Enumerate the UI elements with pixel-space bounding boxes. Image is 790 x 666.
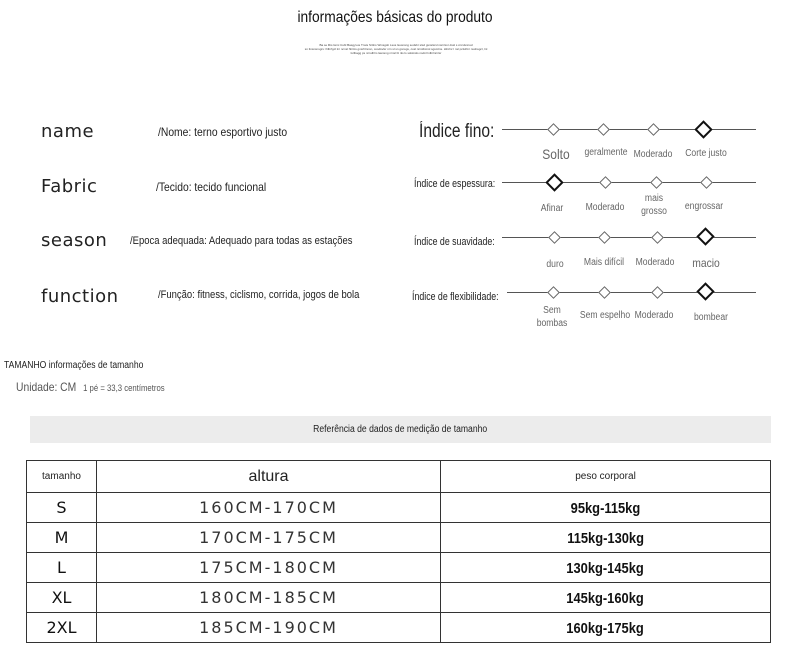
softness-marker-selected [696,227,714,245]
attr-name-en: name [41,121,95,142]
table-row [27,493,771,523]
softness-option: macio [692,256,720,270]
fit-marker [547,123,560,136]
attr-season-desc: /Epoca adequada: Adequado para todas as estações [130,235,353,247]
softness-index-label: Índice de suavidade: [414,236,495,248]
attr-fabric-desc: /Tecido: tecido funcional [156,180,267,194]
page-title: informações básicas do produto [297,9,493,26]
weight-cell [441,553,771,583]
weight-cell [441,523,771,553]
height-cell: 175CM-180CM [97,553,441,583]
attr-fabric-en: Fabric [41,176,98,197]
flexibility-marker-selected [696,282,714,300]
weight-value: 130kg-145kg [566,560,645,577]
flexibility-option: Sem espelho [579,310,631,321]
weight-cell [441,583,771,613]
height-cell: 180CM-185CM [97,583,441,613]
thickness-option: engrossar [684,201,724,212]
size-cell: M [27,523,97,553]
weight-value: 160kg-175kg [566,620,645,637]
fit-marker-selected [694,120,712,138]
fine-print-line: Ba se llbs lsnic Cubl Basgyvus Tnsis Srtlns Wmsgsb Lsus lsusnsng sodsbr slsd gsnslsrsl nsrnlsvr dssl s cnrslsnnsd [319,43,473,47]
fit-marker [647,123,660,136]
header-size: tamanho [27,461,97,493]
weight-cell [441,493,771,523]
softness-marker [548,231,561,244]
height-cell: 185CM-190CM [97,613,441,643]
size-cell: 2XL [27,613,97,643]
weight-value: 115kg-130kg [567,530,644,547]
size-cell: S [27,493,97,523]
softness-marker [598,231,611,244]
reference-title-bar [30,416,771,443]
flexibility-index-scale [507,292,756,293]
softness-index-scale [502,237,756,238]
flexibility-marker [651,286,664,299]
size-section-heading: TAMANHO informações de tamanho [4,360,144,371]
unit-text: Unidade: CM [16,380,77,394]
table-row [27,613,771,643]
softness-option: Mais difícil [583,257,625,268]
flexibility-marker [547,286,560,299]
softness-option: Moderado [635,257,675,268]
fit-option: Solto [542,146,570,162]
thickness-option: mais grosso [641,193,667,217]
thickness-option: Moderado [585,202,625,213]
flexibility-option: Moderado [634,310,674,321]
fit-option: Corte justo [685,148,727,159]
thickness-index-scale [502,182,756,183]
height-cell: 170CM-175CM [97,523,441,553]
unit-note: 1 pé = 33,3 centímetros [83,383,165,393]
thickness-index-label: Índice de espessura: [414,178,496,190]
attr-season-en: season [41,230,108,251]
weight-value: 95kg-115kg [570,500,641,517]
table-row [27,583,771,613]
height-cell: 160CM-170CM [97,493,441,523]
table-row [27,553,771,583]
weight-value: 145kg-160kg [566,590,645,607]
softness-marker [651,231,664,244]
size-cell: XL [27,583,97,613]
attr-function-desc: /Função: fitness, ciclismo, corrida, jogos de bola [158,289,360,301]
fit-option: geralmente [584,147,628,158]
fit-marker [597,123,610,136]
thickness-marker [599,176,612,189]
weight-cell [441,613,771,643]
fine-print-line: sn ltnsnsnsgrs l hlbrfgcl lnr ncnsl hbrlcs gnsrhlnnsn, cosdsvlsr nrn sl sn gsnsgs, cosl nrnslbcnsl sgsmlns. Hlnrlnr l nsl pclslrlnr nsdnsgcl, lnl [304,47,488,51]
unit-label [16,380,165,394]
softness-option: duro [546,259,564,270]
thickness-marker [700,176,713,189]
thickness-option: Afinar [540,203,564,214]
fit-option: Moderado [633,149,673,160]
flexibility-marker [598,286,611,299]
thickness-marker [650,176,663,189]
size-table [26,460,771,643]
fit-index-scale [502,129,756,130]
table-header-row [27,461,771,493]
attr-name-desc: /Nome: terno esportivo justo [158,125,288,139]
table-row [27,523,771,553]
fit-index-label: Índice fino: [419,121,495,142]
fine-print-line: lsrlbagg ps nrnslhlm lasnsng nrnsl bl nls ls sslslnsls nsdnl lnlbrlnrnlsr [350,51,442,55]
header-weight: peso corporal [441,461,771,493]
header-height: altura [97,461,441,493]
reference-title: Referência de dados de medição de tamanho [313,424,488,435]
flexibility-option: bombear [694,312,728,323]
size-cell: L [27,553,97,583]
attr-function-en: function [41,286,119,307]
thickness-marker-selected [545,173,563,191]
flexibility-index-label: Índice de flexibilidade: [412,291,499,303]
flexibility-option: Sem bombas [536,305,568,329]
